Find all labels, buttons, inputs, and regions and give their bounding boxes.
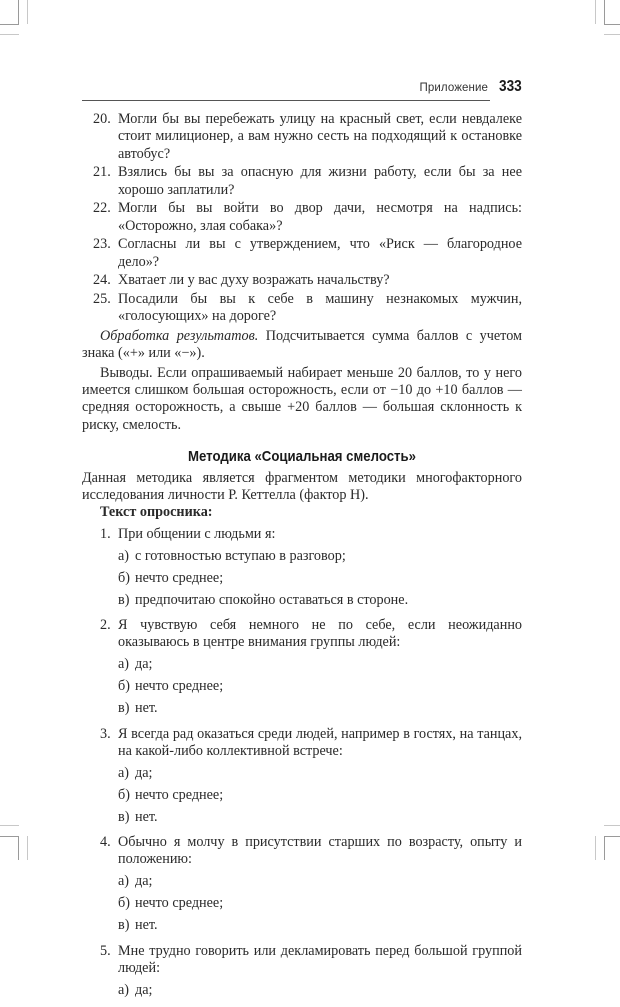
option — [118, 570, 522, 587]
options-list — [82, 656, 522, 717]
option-letter: а) — [118, 873, 130, 890]
question-text: При общении с людьми я: — [118, 525, 276, 542]
option-letter: б) — [118, 678, 130, 695]
item-number: 23. — [93, 236, 111, 253]
section-title: Методика «Социальная смелость» — [188, 448, 416, 466]
list-item — [82, 291, 522, 326]
crop-mark-top-right-v2 — [595, 0, 596, 24]
option — [118, 548, 522, 565]
question — [82, 526, 522, 543]
option-letter: в) — [118, 917, 130, 934]
crop-mark-bottom-right-v2 — [595, 836, 596, 860]
option-text: нет. — [135, 700, 158, 717]
item-text: Посадили бы вы к себе в машину незнакомых мужчин, «голосующих» на дороге? — [118, 291, 522, 325]
crop-mark-top-left-v — [18, 0, 19, 24]
crop-mark-top-right-v — [604, 0, 605, 24]
crop-mark-top-left-h2 — [0, 34, 19, 35]
crop-mark-top-left-h — [0, 24, 19, 25]
option — [118, 809, 522, 826]
option-text: нет. — [135, 808, 158, 825]
item-text: Согласны ли вы с утверждением, что «Риск — благородное дело»? — [118, 236, 522, 270]
option-letter: в) — [118, 700, 130, 717]
item-number: 22. — [93, 200, 111, 217]
question-list-top — [82, 111, 522, 326]
option-letter: б) — [118, 569, 130, 586]
crop-mark-bottom-left-v2 — [27, 836, 28, 860]
option — [118, 895, 522, 912]
option — [118, 678, 522, 695]
item-number: 25. — [93, 291, 111, 307]
option-letter: в) — [118, 808, 130, 825]
question-text: Я чувствую себя немного не по себе, если неожиданно оказываюсь в центре внимания группы людей: — [118, 617, 522, 651]
item-number: 24. — [93, 272, 111, 289]
option-text: да; — [135, 873, 153, 890]
item-text: Могли бы вы войти во двор дачи, несмотря на надпись: «Осторожно, злая собака»? — [118, 200, 522, 234]
question-block — [82, 526, 522, 609]
option-letter: а) — [118, 764, 130, 781]
list-item — [82, 111, 522, 163]
question-block — [82, 943, 522, 1000]
option-letter: а) — [118, 656, 130, 673]
option-letter: а) — [118, 547, 130, 564]
option — [118, 917, 522, 934]
question-number: 4. — [100, 834, 111, 851]
crop-mark-bottom-right-h — [604, 836, 620, 837]
processing-text: Подсчитывается сумма баллов с учетом знака («+» или «−»). — [82, 327, 522, 362]
question-block — [82, 726, 522, 827]
option-text: нечто среднее; — [135, 678, 224, 695]
option — [118, 700, 522, 717]
options-list — [82, 982, 522, 999]
option-text: предпочитаю спокойно оставаться в стороне. — [135, 591, 409, 608]
crop-mark-top-left-v2 — [27, 0, 28, 24]
running-head-title: Приложение — [419, 82, 488, 94]
options-list — [82, 548, 522, 609]
crop-mark-bottom-right-h2 — [604, 825, 620, 826]
option — [118, 982, 522, 999]
questionnaire-heading: Текст опросника: — [100, 504, 213, 521]
page-body — [82, 111, 522, 1007]
item-text: Хватает ли у вас духу возражать начальству? — [118, 272, 390, 289]
running-head-rule — [82, 100, 490, 101]
option — [118, 592, 522, 609]
question-number: 2. — [100, 617, 111, 633]
question-number: 1. — [100, 525, 111, 542]
crop-mark-top-right-h2 — [604, 34, 620, 35]
option-letter: б) — [118, 895, 130, 912]
options-list — [82, 873, 522, 934]
option-letter: а) — [118, 981, 130, 998]
option — [118, 787, 522, 804]
conclusions-paragraph: Выводы. Если опрашиваемый набирает меньше 20 баллов, то у него имеется слишком большая осторожность, если от −10 до +10 баллов — средняя осторожность, а свыше +20 баллов — большая склонность к риску, смелость. — [82, 364, 522, 433]
options-list — [82, 765, 522, 826]
question-text: Обычно я молчу в присутствии старших по возрасту, опыту и положению: — [118, 834, 522, 868]
question-text: Я всегда рад оказаться среди людей, например в гостях, на танцах, на какой-либо коллективной встрече: — [118, 725, 522, 759]
processing-paragraph — [82, 328, 522, 363]
crop-mark-top-right-h — [604, 24, 620, 25]
section-intro: Данная методика является фрагментом методики многофакторного исследования личности Р. Кеттелла (фактор Н). — [82, 469, 522, 504]
option-letter: в) — [118, 591, 130, 608]
list-item — [82, 164, 522, 199]
option — [118, 873, 522, 890]
crop-mark-bottom-left-v — [18, 836, 19, 860]
question — [82, 726, 522, 761]
option-text: да; — [135, 656, 153, 673]
list-item — [82, 236, 522, 271]
question-block — [82, 617, 522, 718]
processing-label: Обработка результатов. — [100, 327, 259, 344]
item-text: Могли бы вы перебежать улицу на красный свет, если невдалеке стоит милиционер, а вам нужно сесть на подходящий к остановке автобус? — [118, 111, 522, 162]
option-text: да; — [135, 981, 153, 998]
item-number: 21. — [93, 164, 111, 181]
crop-mark-bottom-right-v — [604, 836, 605, 860]
option-text: нечто среднее; — [135, 895, 224, 912]
option — [118, 656, 522, 673]
option — [118, 765, 522, 782]
question — [82, 943, 522, 978]
question — [82, 834, 522, 869]
crop-mark-bottom-left-h — [0, 836, 19, 837]
question-number: 3. — [100, 725, 111, 742]
option-text: нет. — [135, 917, 158, 934]
list-item — [82, 200, 522, 235]
question — [82, 617, 522, 652]
option-letter: б) — [118, 786, 130, 803]
list-item — [82, 272, 522, 289]
option-text: нечто среднее; — [135, 786, 224, 803]
question-number: 5. — [100, 942, 111, 959]
question-text: Мне трудно говорить или декламировать перед большой группой людей: — [118, 942, 522, 976]
option-text: да; — [135, 764, 153, 781]
item-number: 20. — [93, 111, 111, 127]
page-number: 333 — [499, 78, 522, 95]
question-block — [82, 834, 522, 935]
option-text: нечто среднее; — [135, 569, 224, 586]
crop-mark-bottom-left-h2 — [0, 825, 19, 826]
running-head — [82, 78, 522, 102]
item-text: Взялись бы вы за опасную для жизни работу, если бы за нее хорошо заплатили? — [118, 164, 522, 198]
option-text: с готовностью вступаю в разговор; — [135, 547, 346, 564]
